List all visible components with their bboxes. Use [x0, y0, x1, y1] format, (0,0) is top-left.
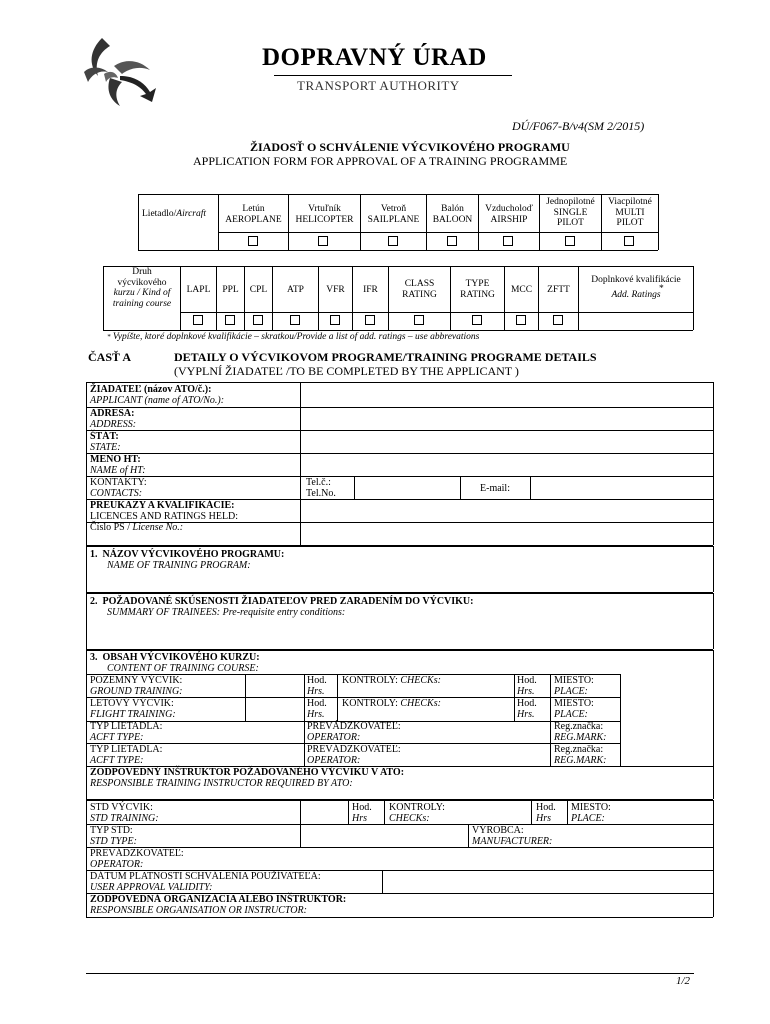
col-helicopter: Vrtuľník HELICOPTER [295, 204, 354, 225]
std-type-label: TYP STD: STD TYPE: [90, 825, 137, 847]
operator-label-1: PREVÁDZKOVATEĽ: OPERATOR: [307, 721, 401, 743]
flight-checks-label: KONTROLY: CHECKs: [342, 698, 441, 709]
email-label: E-mail: [480, 483, 510, 494]
col-additional-ratings: Doplnkové kvalifikácie * Add. Ratings [591, 275, 681, 300]
baloon-checkbox[interactable] [447, 236, 457, 246]
sailplane-checkbox[interactable] [388, 236, 398, 246]
std-place-label: MIESTO: PLACE: [571, 802, 611, 824]
col-zftt: ZFTT [547, 285, 570, 295]
head-of-training-input[interactable] [302, 455, 712, 475]
acft-type-label-2: TYP LIETADLA: ACFT TYPE: [90, 744, 163, 766]
mcc-checkbox[interactable] [516, 315, 526, 325]
contacts-label: KONTAKTY: CONTACTS: [90, 477, 147, 499]
col-atp: ATP [287, 285, 304, 295]
title-rule [274, 75, 512, 76]
section-2-subtitle: SUMMARY OF TRAINEES: Pre-requisite entry conditions: [107, 607, 346, 618]
lapl-checkbox[interactable] [193, 315, 203, 325]
zftt-checkbox[interactable] [553, 315, 563, 325]
reg-mark-label-2: Reg.značka: REG.MARK: [554, 744, 607, 766]
authority-title: DOPRAVNÝ ÚRAD [262, 44, 487, 71]
col-vfr: VFR [326, 285, 345, 295]
col-cpl: CPL [249, 285, 268, 295]
col-sailplane: Vetroň SAILPLANE [367, 204, 420, 225]
applicant-name-label: ŽIADATEĽ (názov ATO/č.): APPLICANT (name of ATO/No.): [90, 384, 225, 406]
ground-training-label: POZEMNÝ VÝCVIK: GROUND TRAINING: [90, 675, 183, 697]
flight-training-label: LETOVÝ VÝCVIK: FLIGHT TRAINING: [90, 698, 176, 720]
flight-hours-label: Hod. Hrs. [307, 698, 327, 720]
approval-validity-label: DÁTUM PLATNOSTI SCHVÁLENIA POUŽÍVATEĽA: USER APPROVAL VALIDITY: [90, 871, 321, 893]
col-multi-pilot: Viacpilotné MULTI PILOT [608, 197, 652, 228]
footnote: * Vypíšte, ktoré doplnkové kvalifikácie – skratkou/Provide a list of add. ratings – use abbrevations [107, 332, 480, 342]
col-aeroplane: Letún AEROPLANE [225, 204, 282, 225]
address-label: ADRESA: ADDRESS: [90, 408, 137, 430]
airship-checkbox[interactable] [503, 236, 513, 246]
section-a-title: DETAILY O VÝCVIKOVOM PROGRAME/TRAINING PROGRAME DETAILS [174, 350, 597, 364]
authority-subtitle: TRANSPORT AUTHORITY [297, 78, 460, 93]
std-type-input[interactable] [302, 826, 466, 846]
col-ifr: IFR [363, 285, 378, 295]
responsible-organisation-label: ZODPOVEDNÁ ORGANIZÁCIA ALEBO INŠTRUKTOR: RESPONSIBLE ORGANISATION OR INSTRUCTOR: [90, 894, 347, 916]
page-number: 1/2 [676, 975, 691, 987]
std-training-label: STD VÝCVIK: STD TRAINING: [90, 802, 159, 824]
col-lapl: LAPL [186, 285, 211, 295]
section-1-title: 1. NÁZOV VÝCVIKOVÉHO PROGRAMU: [90, 549, 285, 560]
ground-training-input[interactable] [247, 676, 303, 696]
std-checks-label: KONTROLY: CHECKs: [389, 802, 445, 824]
atp-checkbox[interactable] [290, 315, 300, 325]
ground-checks-label: KONTROLY: CHECKs: [342, 675, 441, 686]
reg-mark-label-1: Reg.značka: REG.MARK: [554, 721, 607, 743]
class-rating-checkbox[interactable] [414, 315, 424, 325]
section-a-label: ČASŤ A [88, 350, 132, 364]
responsible-instructor-label: ZODPOVEDNÝ INŠTRUKTOR POŽADOVANÉHO VÝCVIKU V ATO: RESPONSIBLE TRAINING INSTRUCTOR REQUIRED BY ATO: [90, 767, 405, 789]
training-program-name-input[interactable] [90, 572, 710, 590]
std-operator-label: PREVÁDZKOVATEĽ: OPERATOR: [90, 848, 184, 870]
ground-place-label: MIESTO: PLACE: [554, 675, 594, 697]
col-type-rating: TYPE RATING [460, 279, 495, 300]
single-pilot-checkbox[interactable] [565, 236, 575, 246]
std-training-input[interactable] [302, 802, 347, 823]
ifr-checkbox[interactable] [365, 315, 375, 325]
state-label: ŠTÁT: STATE: [90, 431, 121, 453]
licences-label: PREUKAZY A KVALIFIKÁCIE: LICENCES AND RATINGS HELD: Číslo PS / License No.: [90, 500, 239, 533]
section-3-subtitle: CONTENT OF TRAINING COURSE: [107, 663, 259, 674]
state-input[interactable] [302, 432, 712, 452]
section-3-title: 3. OBSAH VÝCVIKOVÉHO KURZU: [90, 652, 260, 663]
authority-logo [80, 36, 160, 108]
document-reference: DÚ/F067-B/v4(SM 2/2015) [512, 119, 645, 133]
std-operator-input[interactable] [302, 849, 712, 869]
col-single-pilot: Jednopilotné SINGLE PILOT [546, 197, 595, 228]
address-input[interactable] [302, 409, 712, 429]
flight-place-label: MIESTO: PLACE: [554, 698, 594, 720]
additional-ratings-input[interactable] [580, 313, 692, 329]
type-rating-checkbox[interactable] [472, 315, 482, 325]
entry-conditions-input[interactable] [90, 620, 710, 647]
multi-pilot-checkbox[interactable] [624, 236, 634, 246]
ground-checks-hours-label: Hod. Hrs. [517, 675, 537, 697]
licences-input[interactable] [302, 501, 712, 521]
flight-checks-hours-label: Hod. Hrs. [517, 698, 537, 720]
section-a-subtitle: (VYPLNÍ ŽIADATEĽ /TO BE COMPLETED BY THE APPLICANT ) [174, 364, 519, 378]
section-2-title: 2. POŽADOVANÉ SKÚSENOSTI ŽIADATEĽOV PRED ZARADENÍM DO VÝCVIKU: [90, 596, 474, 607]
manufacturer-label: VÝROBCA: MANUFACTURER: [472, 825, 553, 847]
footer-rule [86, 973, 694, 974]
aircraft-row-label: Lietadlo/Aircraft [142, 209, 207, 219]
col-mcc: MCC [510, 285, 533, 295]
ppl-checkbox[interactable] [225, 315, 235, 325]
col-airship: Vzducholoď AIRSHIP [485, 204, 533, 225]
acft-type-label-1: TYP LIETADLA: ACFT TYPE: [90, 721, 163, 743]
col-baloon: Balón BALOON [432, 204, 473, 225]
operator-label-2: PREVÁDZKOVATEĽ: OPERATOR: [307, 744, 401, 766]
head-of-training-label: MENO HT: NAME of HT: [90, 454, 146, 476]
vfr-checkbox[interactable] [330, 315, 340, 325]
course-row-label: Druh výcvikového kurzu / Kind of training course [112, 267, 172, 309]
email-input[interactable] [532, 478, 712, 498]
flight-training-input[interactable] [247, 699, 303, 719]
form-title-sk: ŽIADOSŤ O SCHVÁLENIE VÝCVIKOVÉHO PROGRAMU [250, 140, 570, 154]
form-title-en: APPLICATION FORM FOR APPROVAL OF A TRAINING PROGRAMME [193, 154, 568, 168]
ground-hours-label: Hod. Hrs. [307, 675, 327, 697]
aeroplane-checkbox[interactable] [248, 236, 258, 246]
col-class-rating: CLASS RATING [402, 279, 437, 300]
tel-input[interactable] [356, 478, 459, 498]
helicopter-checkbox[interactable] [318, 236, 328, 246]
section-1-subtitle: NAME OF TRAINING PROGRAM: [107, 560, 251, 571]
std-checks-hours-label: Hod. Hrs [536, 802, 556, 824]
applicant-name-input[interactable] [302, 384, 712, 406]
approval-validity-input[interactable] [384, 872, 712, 892]
std-hours-label: Hod. Hrs [352, 802, 372, 824]
tel-label: Tel.č.: Tel.No. [306, 477, 336, 499]
cpl-checkbox[interactable] [253, 315, 263, 325]
responsible-instructor-input[interactable] [90, 790, 710, 798]
col-ppl: PPL [222, 285, 239, 295]
